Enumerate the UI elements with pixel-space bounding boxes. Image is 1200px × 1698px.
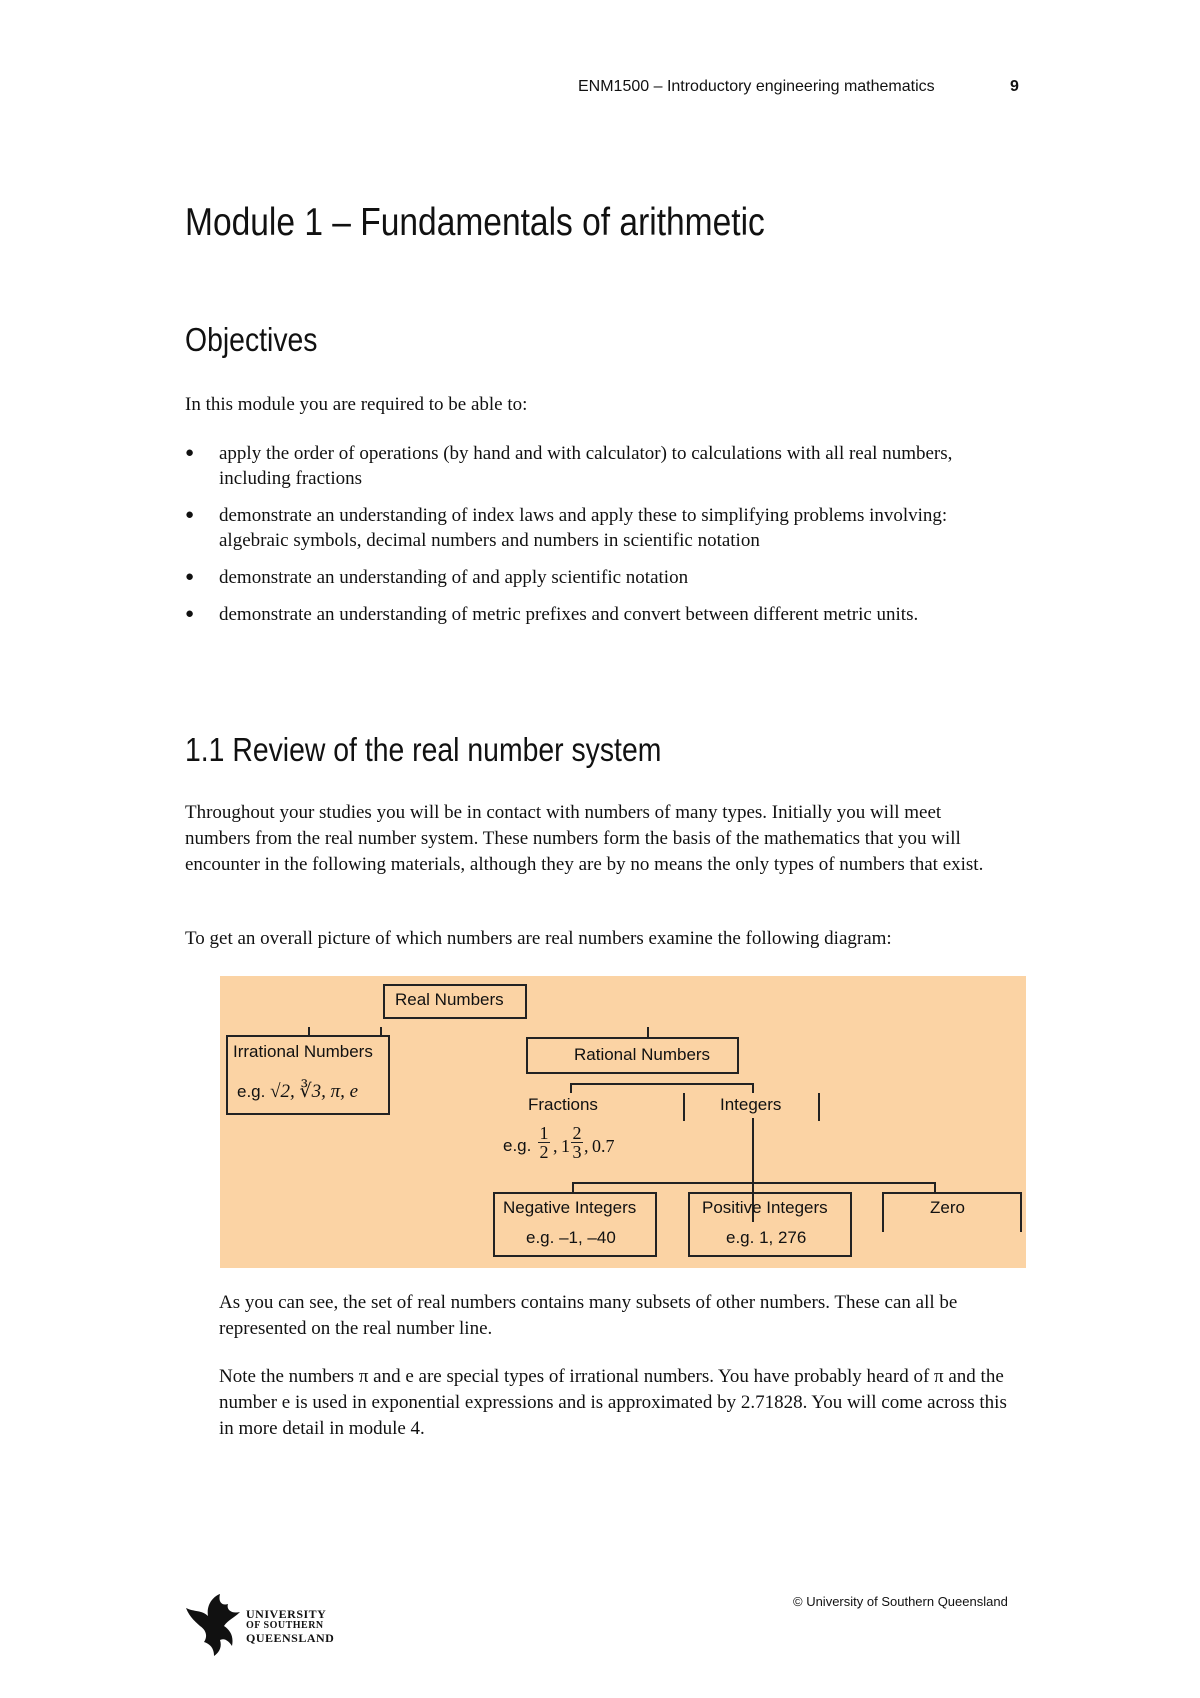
section-paragraph-2: To get an overall picture of which numbers are real numbers examine the following diagram: bbox=[185, 928, 892, 949]
fraction-half-den: 2 bbox=[539, 1142, 549, 1162]
logo-line: UNIVERSITY bbox=[246, 1607, 327, 1621]
irrational-numbers-label: Irrational Numbers bbox=[233, 1042, 373, 1061]
mixed-number-whole: 1 bbox=[561, 1136, 570, 1156]
positive-integers-example: e.g. 1, 276 bbox=[726, 1228, 807, 1247]
rational-numbers-label: Rational Numbers bbox=[574, 1045, 711, 1064]
objectives-intro: In this module you are required to be able to: bbox=[185, 394, 528, 415]
real-number-diagram bbox=[220, 976, 1026, 1268]
phoenix-icon bbox=[184, 1590, 246, 1660]
pi-e-paragraph: Note the numbers π and e are special types of irrational numbers. You have probably heard of π and the number e is used in exponential expressions and is approximated by 2.71828. You will come across this in more detail in module 4. bbox=[219, 1366, 1007, 1439]
fraction-separator: , bbox=[584, 1136, 589, 1156]
page-number: 9 bbox=[1010, 78, 1019, 95]
bullet-icon: ● bbox=[185, 507, 195, 523]
usq-logo bbox=[184, 1590, 344, 1660]
copyright-notice: © University of Southern Queensland bbox=[793, 1594, 1008, 1609]
objectives-heading: Objectives bbox=[185, 321, 318, 358]
fraction-two-thirds bbox=[571, 1125, 583, 1162]
objective-item bbox=[185, 602, 1005, 627]
irrational-example bbox=[237, 1080, 358, 1103]
objectives-list bbox=[185, 441, 1005, 639]
zero-label: Zero bbox=[930, 1198, 965, 1217]
fraction-half-num: 1 bbox=[539, 1123, 549, 1143]
logo-line: QUEENSLAND bbox=[246, 1631, 335, 1645]
fraction-separator: , bbox=[553, 1136, 558, 1156]
objective-text: demonstrate an understanding of index laws and apply these to simplifying problems involving: algebraic symbols, decimal numbers and numbers in scientific notation bbox=[219, 505, 948, 551]
objective-item bbox=[185, 565, 1005, 590]
module-title: Module 1 – Fundamentals of arithmetic bbox=[185, 201, 765, 244]
objective-item bbox=[185, 503, 1005, 553]
logo-line: OF SOUTHERN bbox=[246, 1620, 324, 1631]
fractions-example-prefix: e.g. bbox=[503, 1136, 532, 1155]
diagram-note-paragraph: As you can see, the set of real numbers contains many subsets of other numbers. These can all be represented on the real number line. bbox=[219, 1292, 958, 1339]
fraction-half bbox=[538, 1125, 550, 1162]
fraction-two-thirds-num: 2 bbox=[572, 1123, 582, 1143]
decimal-example: 0.7 bbox=[592, 1136, 615, 1156]
integers-label: Integers bbox=[720, 1095, 782, 1114]
irrational-example-math: √2, ∛3, π, e bbox=[270, 1081, 359, 1102]
objective-text: demonstrate an understanding of and apply scientific notation bbox=[219, 567, 689, 588]
fractions-label: Fractions bbox=[528, 1095, 598, 1114]
objective-text: demonstrate an understanding of metric prefixes and convert between different metric units. bbox=[219, 604, 919, 625]
bullet-icon: ● bbox=[185, 569, 195, 585]
section-heading: 1.1 Review of the real number system bbox=[185, 731, 662, 768]
usq-logo-text bbox=[246, 1608, 334, 1644]
negative-integers-label: Negative Integers bbox=[503, 1198, 637, 1217]
negative-integers-example: e.g. –1, –40 bbox=[526, 1228, 616, 1247]
bullet-icon: ● bbox=[185, 606, 195, 622]
positive-integers-label: Positive Integers bbox=[702, 1198, 828, 1217]
bullet-icon: ● bbox=[185, 445, 195, 461]
running-header: ENM1500 – Introductory engineering mathematics bbox=[578, 78, 935, 95]
real-numbers-label: Real Numbers bbox=[395, 990, 504, 1009]
objective-item bbox=[185, 441, 1005, 491]
irrational-example-prefix: e.g. bbox=[237, 1082, 266, 1101]
section-paragraph-1: Throughout your studies you will be in contact with numbers of many types. Initially you will meet numbers from the real number system. These numbers form the basis of the mathematics that you will encounter in the following materials, although they are by no means the only types of numbers that exist. bbox=[185, 802, 984, 875]
fraction-two-thirds-den: 3 bbox=[572, 1142, 582, 1162]
objective-text: apply the order of operations (by hand and with calculator) to calculations with all real numbers, including fractions bbox=[219, 443, 953, 489]
